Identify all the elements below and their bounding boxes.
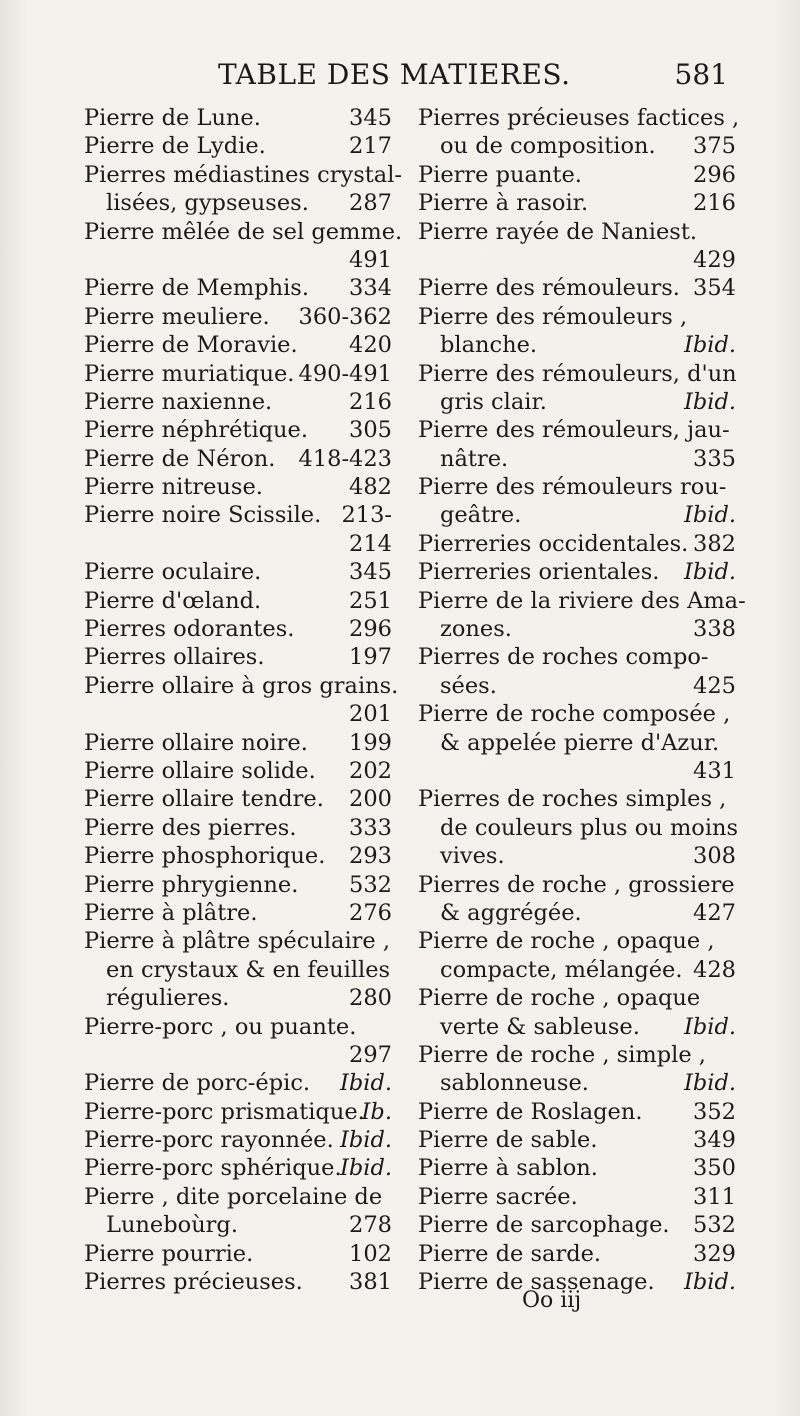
entry-term: Pierre ollaire à gros grains. [84, 672, 399, 699]
index-entry [84, 842, 392, 870]
entry-term: Pierre ollaire solide. [84, 757, 316, 784]
entry-page-ref: 360-362 [298, 303, 392, 330]
entry-page-ref: Ibid. [683, 1013, 736, 1040]
entry-page-ref: Ibid. [683, 559, 736, 586]
index-entry [418, 1240, 736, 1268]
entry-term: Pierre de Memphis. [84, 275, 309, 302]
page-number: 581 [674, 58, 728, 91]
entry-term: Pierreries orientales. [418, 559, 660, 586]
entry-term: Pierre de sable. [418, 1127, 598, 1154]
entry-term: Pierre à plâtre. [84, 899, 258, 926]
entry-page-ref: 251 [349, 587, 392, 614]
index-entry [418, 501, 736, 529]
index-entry [418, 331, 736, 359]
index-column-right [418, 104, 746, 1296]
entry-term: Pierre de sassenage. [418, 1269, 655, 1296]
index-entry [84, 672, 399, 700]
entry-page-ref: 429 [693, 246, 736, 273]
index-entry [84, 1069, 392, 1097]
index-entry [84, 871, 392, 899]
entry-term: Pierre naxienne. [84, 388, 273, 415]
entry-page-ref: Ibid. [683, 332, 736, 359]
index-entry [84, 360, 392, 388]
entry-term: Pierre des rémouleurs, jau- [418, 417, 730, 444]
entry-page-ref: 431 [693, 757, 736, 784]
index-entry [418, 388, 736, 416]
index-entry [418, 615, 736, 643]
index-entry [418, 984, 736, 1012]
entry-term: sablonneuse. [440, 1070, 589, 1097]
index-entry [418, 1013, 736, 1041]
index-entry [418, 416, 736, 444]
index-entry [418, 700, 736, 728]
entry-term: Pierre de Néron. [84, 445, 276, 472]
entry-term: compacte, mélangée. [440, 956, 683, 983]
entry-page-ref: 197 [349, 644, 392, 671]
entry-page-ref: 296 [693, 161, 736, 188]
entry-term: Pierre de Lune. [84, 105, 261, 131]
entry-term: Pierre de roche , opaque [418, 985, 701, 1012]
entry-page-ref: 490-491 [298, 360, 392, 387]
entry-term: Pierre de Moravie. [84, 332, 298, 359]
index-entry [84, 956, 392, 984]
index-entry [84, 700, 392, 728]
entry-page-ref: Ibid. [683, 502, 736, 529]
index-entry [84, 558, 392, 586]
entry-page-ref: 213- [341, 502, 392, 529]
index-entry [418, 814, 739, 842]
entry-term: de couleurs plus ou moins [440, 814, 739, 841]
entry-term: Pierre néphrétique. [84, 417, 309, 444]
entry-term: Pierre des rémouleurs rou- [418, 474, 727, 501]
entry-term: Pierre de la riviere des Ama- [418, 587, 746, 614]
index-entry [418, 927, 736, 955]
entry-term: Pierre de porc-épic. [84, 1070, 311, 1097]
entry-page-ref: 333 [349, 814, 392, 841]
index-entry [418, 1154, 736, 1182]
entry-term: & aggrégée. [440, 899, 582, 926]
entry-page-ref: 418-423 [298, 445, 392, 472]
entry-term: Pierre des rémouleurs. [418, 275, 680, 302]
entry-page-ref: 216 [349, 388, 392, 415]
entry-term: blanche. [440, 332, 538, 359]
entry-page-ref: 276 [349, 899, 392, 926]
index-entry [84, 530, 392, 558]
index-entry [84, 473, 392, 501]
entry-page-ref: 216 [693, 190, 736, 217]
index-entry [418, 218, 736, 246]
index-entry [84, 757, 392, 785]
entry-page-ref: 381 [349, 1269, 392, 1296]
entry-page-ref: 293 [349, 843, 392, 870]
index-entry [84, 1041, 392, 1069]
index-entry [418, 1126, 736, 1154]
entry-page-ref: Ib. [361, 1098, 392, 1125]
entry-page-ref: 352 [693, 1098, 736, 1125]
index-entry [84, 1268, 392, 1296]
index-entry [84, 1013, 392, 1041]
entry-term: Pierreries occidentales. [418, 530, 689, 557]
entry-page-ref: 345 [349, 105, 392, 131]
entry-term: Pierre phrygienne. [84, 871, 299, 898]
entry-term: Pierre puante. [418, 161, 582, 188]
entry-page-ref: 308 [693, 843, 736, 870]
entry-page-ref: 334 [349, 275, 392, 302]
index-entry [418, 757, 736, 785]
entry-term: lisées, gypseuses. [106, 190, 309, 217]
entry-page-ref: 491 [349, 246, 392, 273]
index-entry [84, 218, 403, 246]
entry-term: Pierre de Roslagen. [418, 1098, 643, 1125]
entry-page-ref: Ibid. [339, 1127, 392, 1154]
index-entry [418, 132, 736, 160]
entry-term: Pierre nitreuse. [84, 474, 263, 501]
index-entry [84, 587, 392, 615]
entry-term: Pierres ollaires. [84, 644, 265, 671]
entry-term: sées. [440, 672, 497, 699]
entry-term: Pierre à plâtre spéculaire , [84, 928, 391, 955]
index-entry [418, 956, 736, 984]
entry-page-ref: 382 [693, 530, 736, 557]
index-entry [418, 1041, 736, 1069]
entry-term: Pierre d'œland. [84, 587, 262, 614]
page-title: TABLE DES MATIERES. [218, 58, 571, 91]
index-entry [418, 842, 736, 870]
entry-term: Pierre de Lydie. [84, 133, 266, 160]
entry-page-ref: 338 [693, 616, 736, 643]
index-entry [418, 473, 736, 501]
index-entry [84, 104, 392, 132]
index-entry [84, 615, 392, 643]
entry-term: Pierre-porc sphérique. [84, 1155, 342, 1182]
entry-page-ref: Ibid. [683, 388, 736, 415]
entry-term: Pierres précieuses factices , [418, 105, 740, 131]
index-entry [84, 785, 392, 813]
entry-page-ref: 375 [693, 133, 736, 160]
entry-term: Pierre mêlée de sel gemme. [84, 218, 403, 245]
entry-term: Pierre pourrie. [84, 1240, 254, 1267]
entry-term: Pierre de roche , opaque , [418, 928, 715, 955]
entry-page-ref: 200 [349, 786, 392, 813]
entry-term: Pierre oculaire. [84, 559, 262, 586]
entry-term: vives. [440, 843, 505, 870]
entry-term: Pierre à sablon. [418, 1155, 598, 1182]
index-entry [418, 587, 746, 615]
index-entry [418, 303, 736, 331]
index-entry [84, 246, 392, 274]
index-entry [418, 189, 736, 217]
index-entry [418, 1069, 736, 1097]
entry-term: Pierre de roche composée , [418, 701, 731, 728]
index-entry [418, 785, 736, 813]
entry-page-ref: 297 [349, 1041, 392, 1068]
index-entry [418, 161, 736, 189]
entry-term: & appelée pierre d'Azur. [440, 729, 720, 756]
index-entry [418, 246, 736, 274]
entry-term: Pierre à rasoir. [418, 190, 589, 217]
entry-page-ref: 311 [693, 1183, 736, 1210]
entry-page-ref: 354 [693, 275, 736, 302]
entry-page-ref: 425 [693, 672, 736, 699]
entry-term: Pierre-porc , ou puante. [84, 1013, 357, 1040]
index-entry [84, 643, 392, 671]
entry-page-ref: 329 [693, 1240, 736, 1267]
entry-page-ref: 420 [349, 332, 392, 359]
entry-term: Pierre muriatique. [84, 360, 295, 387]
entry-term: Pierre de roche , simple , [418, 1041, 706, 1068]
index-entry [84, 1098, 392, 1126]
entry-term: Pierre des rémouleurs, d'un [418, 360, 737, 387]
entry-term: Pierre de sarcophage. [418, 1212, 670, 1239]
entry-page-ref: 296 [349, 616, 392, 643]
entry-term: Pierre noire Scissile. [84, 502, 322, 529]
index-entry [418, 899, 736, 927]
index-entry [418, 1183, 736, 1211]
entry-page-ref: 427 [693, 899, 736, 926]
entry-page-ref: 482 [349, 474, 392, 501]
entry-page-ref: 345 [349, 559, 392, 586]
index-entry [84, 501, 392, 529]
entry-page-ref: 350 [693, 1155, 736, 1182]
entry-page-ref: 201 [349, 701, 392, 728]
index-entry [418, 871, 736, 899]
entry-page-ref: 199 [349, 729, 392, 756]
entry-term: verte & sableuse. [440, 1013, 640, 1040]
index-entry [84, 132, 392, 160]
index-entry [418, 104, 740, 132]
entry-term: Pierre sacrée. [418, 1183, 578, 1210]
index-entry [84, 984, 392, 1012]
entry-term: Pierres de roches compo- [418, 644, 709, 671]
entry-page-ref: 280 [349, 985, 392, 1012]
entry-term: Pierres médiastines crystal- [84, 161, 402, 188]
entry-term: Pierre , dite porcelaine de [84, 1183, 383, 1210]
index-column-left [84, 104, 403, 1296]
index-entry [84, 445, 392, 473]
index-entry [84, 303, 392, 331]
index-entry [84, 729, 392, 757]
index-entry [84, 1154, 392, 1182]
index-entry [84, 814, 392, 842]
entry-term: en crystaux & en feuilles [106, 956, 391, 983]
index-entry [418, 1211, 736, 1239]
entry-term: Pierre-porc rayonnée. [84, 1127, 334, 1154]
entry-page-ref: Ibid. [339, 1155, 392, 1182]
entry-term: Pierre ollaire noire. [84, 729, 308, 756]
index-entry [418, 360, 736, 388]
index-entry [84, 416, 392, 444]
index-entry [84, 388, 392, 416]
index-entry [84, 331, 392, 359]
entry-term: Pierre meuliere. [84, 303, 270, 330]
entry-term: Pierres précieuses. [84, 1269, 303, 1296]
entry-term: ou de composition. [440, 133, 656, 160]
entry-page-ref: Ibid. [339, 1070, 392, 1097]
entry-term: Pierre rayée de Naniest. [418, 218, 698, 245]
index-entry [84, 189, 392, 217]
page-header [218, 58, 728, 98]
entry-term: Pierre-porc prismatique. [84, 1098, 365, 1125]
index-entry [418, 1098, 736, 1126]
entry-term: Pierres odorantes. [84, 616, 295, 643]
entry-term: nâtre. [440, 445, 509, 472]
entry-term: Pierres de roches simples , [418, 786, 727, 813]
entry-page-ref: 428 [693, 956, 736, 983]
index-entry [418, 445, 736, 473]
entry-term: Luneboùrg. [106, 1212, 238, 1239]
entry-page-ref: 349 [693, 1127, 736, 1154]
entry-term: Pierre phosphorique. [84, 843, 326, 870]
entry-page-ref: 532 [349, 871, 392, 898]
entry-page-ref: 278 [349, 1212, 392, 1239]
entry-term: gris clair. [440, 388, 547, 415]
index-entry [418, 530, 736, 558]
index-entry [84, 1211, 392, 1239]
index-entry [84, 1183, 392, 1211]
index-entry [418, 643, 736, 671]
entry-term: zones. [440, 616, 512, 643]
index-entry [84, 274, 392, 302]
entry-term: Pierre des rémouleurs , [418, 303, 688, 330]
index-entry [84, 161, 402, 189]
index-entry [418, 729, 736, 757]
entry-term: Pierres de roche , grossiere [418, 871, 735, 898]
entry-page-ref: 287 [349, 190, 392, 217]
entry-term: Pierre des pierres. [84, 814, 297, 841]
entry-term: geâtre. [440, 502, 522, 529]
index-entry [84, 927, 392, 955]
entry-page-ref: 217 [349, 133, 392, 160]
entry-page-ref: Ibid. [683, 1070, 736, 1097]
index-entry [418, 672, 736, 700]
index-entry [84, 1240, 392, 1268]
entry-term: régulieres. [106, 985, 230, 1012]
entry-page-ref: 202 [349, 757, 392, 784]
signature-mark: Oo iij [522, 1288, 582, 1313]
entry-page-ref: 214 [349, 530, 392, 557]
entry-term: Pierre ollaire tendre. [84, 786, 324, 813]
entry-term: Pierre de sarde. [418, 1240, 602, 1267]
entry-page-ref: 102 [349, 1240, 392, 1267]
index-entry [418, 558, 736, 586]
entry-page-ref: Ibid. [683, 1269, 736, 1296]
entry-page-ref: 532 [693, 1212, 736, 1239]
index-entry [84, 899, 392, 927]
index-entry [84, 1126, 392, 1154]
entry-page-ref: 305 [349, 417, 392, 444]
entry-page-ref: 335 [693, 445, 736, 472]
index-entry [418, 274, 736, 302]
